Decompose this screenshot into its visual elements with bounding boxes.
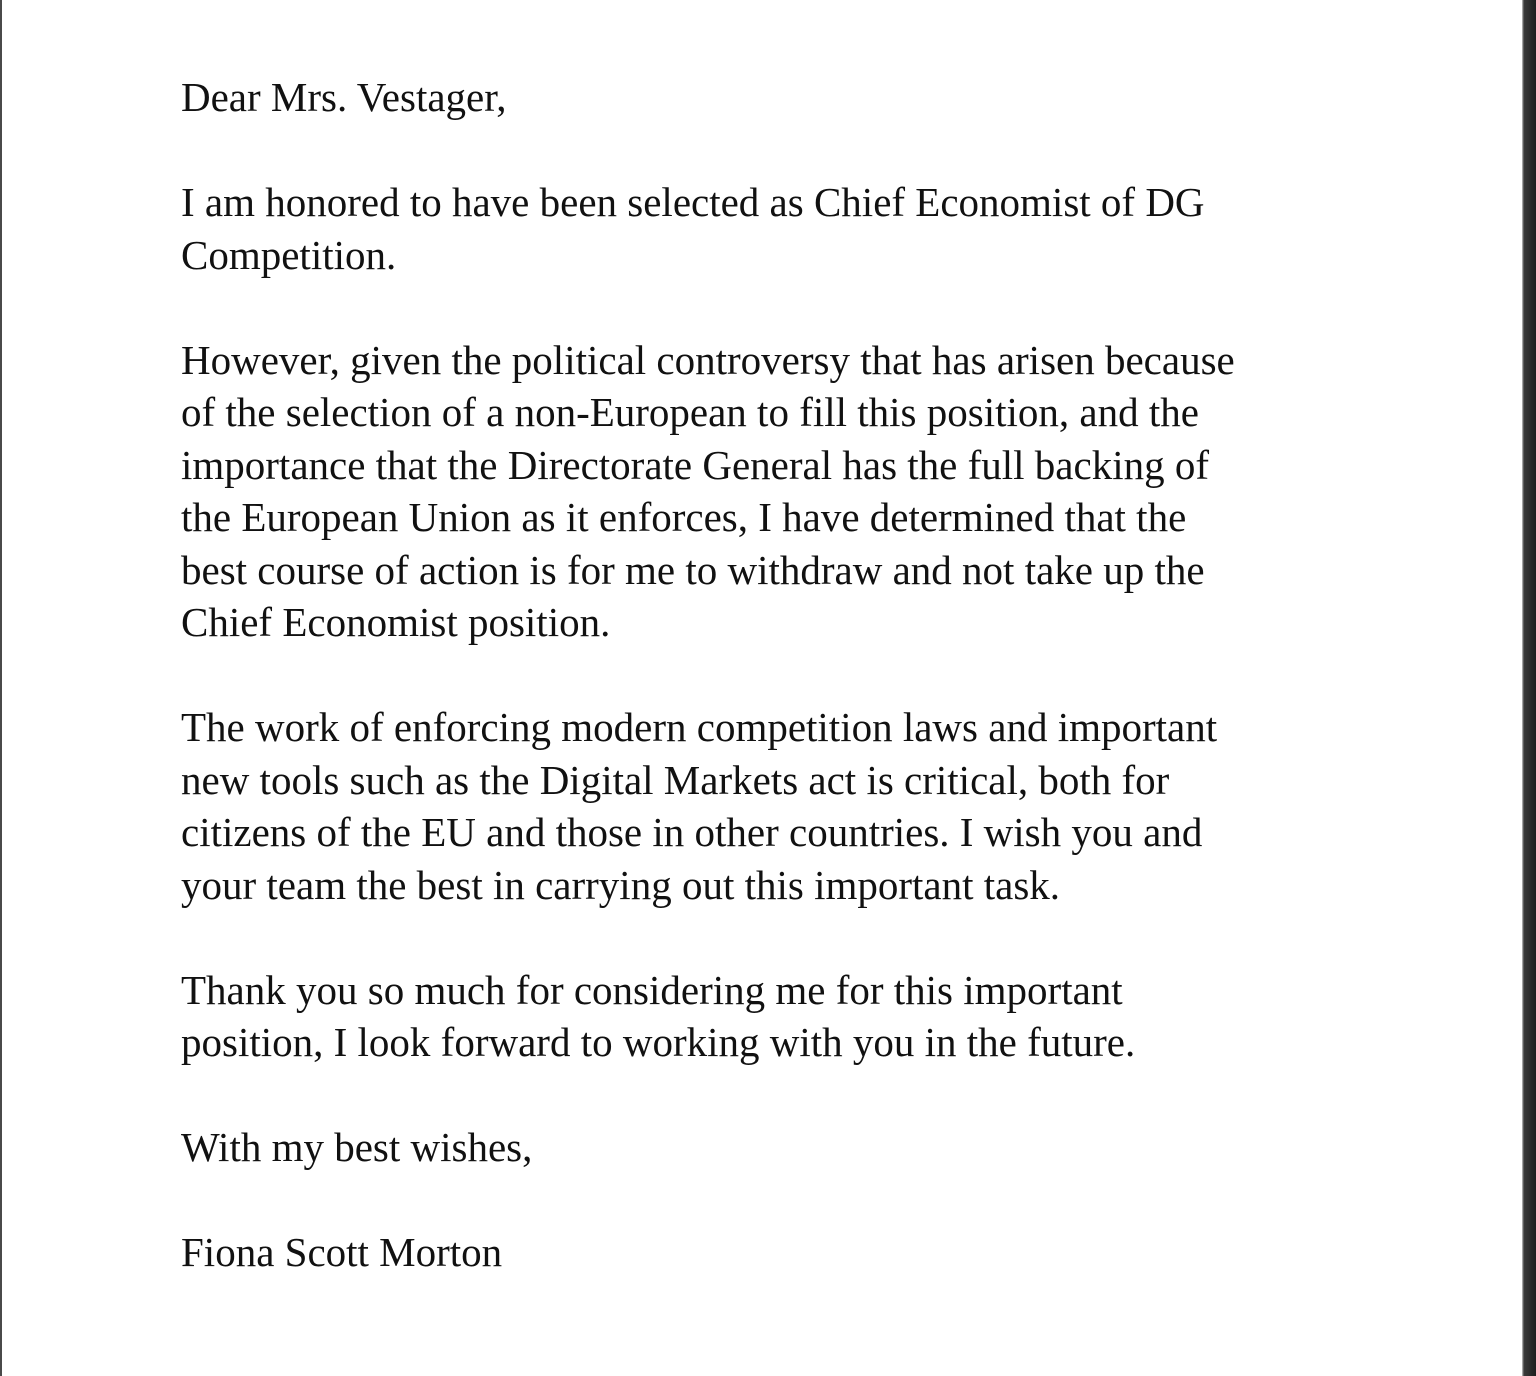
paragraph-thanks (181, 964, 1431, 1069)
paragraph-line: However, given the political controversy that has arisen because (181, 336, 1235, 383)
letter-body (181, 71, 1431, 1279)
salutation: Dear Mrs. Vestager, (181, 74, 507, 120)
paragraph-line: Chief Economist position. (181, 599, 611, 645)
paragraph-line: The work of enforcing modern competition laws and important (181, 704, 1218, 750)
paragraph-line: importance that the Directorate General has the full backing of (181, 441, 1209, 488)
paragraph-line: your team the best in carrying out this important task. (181, 861, 1061, 908)
paragraph-withdrawal (181, 334, 1431, 649)
right-page-edge (1522, 0, 1536, 1376)
paragraph-line: of the selection of a non-European to fill this position, and the (181, 389, 1199, 435)
signature-name: Fiona Scott Morton (181, 1229, 503, 1275)
paragraph-line: position, I look forward to working with you in the future. (181, 1019, 1136, 1065)
left-page-edge (0, 0, 2, 1376)
paragraph-line: Competition. (181, 231, 397, 278)
paragraph-work (181, 701, 1431, 911)
paragraph-line: I am honored to have been selected as Chief Economist of DG (181, 179, 1205, 225)
paragraph-line: new tools such as the Digital Markets act is critical, both for (181, 756, 1170, 803)
closing: With my best wishes, (181, 1124, 533, 1170)
paragraph-appointment (181, 176, 1431, 281)
paragraph-line: best course of action is for me to withdraw and not take up the (181, 546, 1205, 593)
paragraph-line: citizens of the EU and those in other countries. I wish you and (181, 809, 1203, 855)
paragraph-line: Thank you so much for considering me for this important (181, 966, 1123, 1013)
paragraph-line: the European Union as it enforces, I have determined that the (181, 494, 1187, 540)
